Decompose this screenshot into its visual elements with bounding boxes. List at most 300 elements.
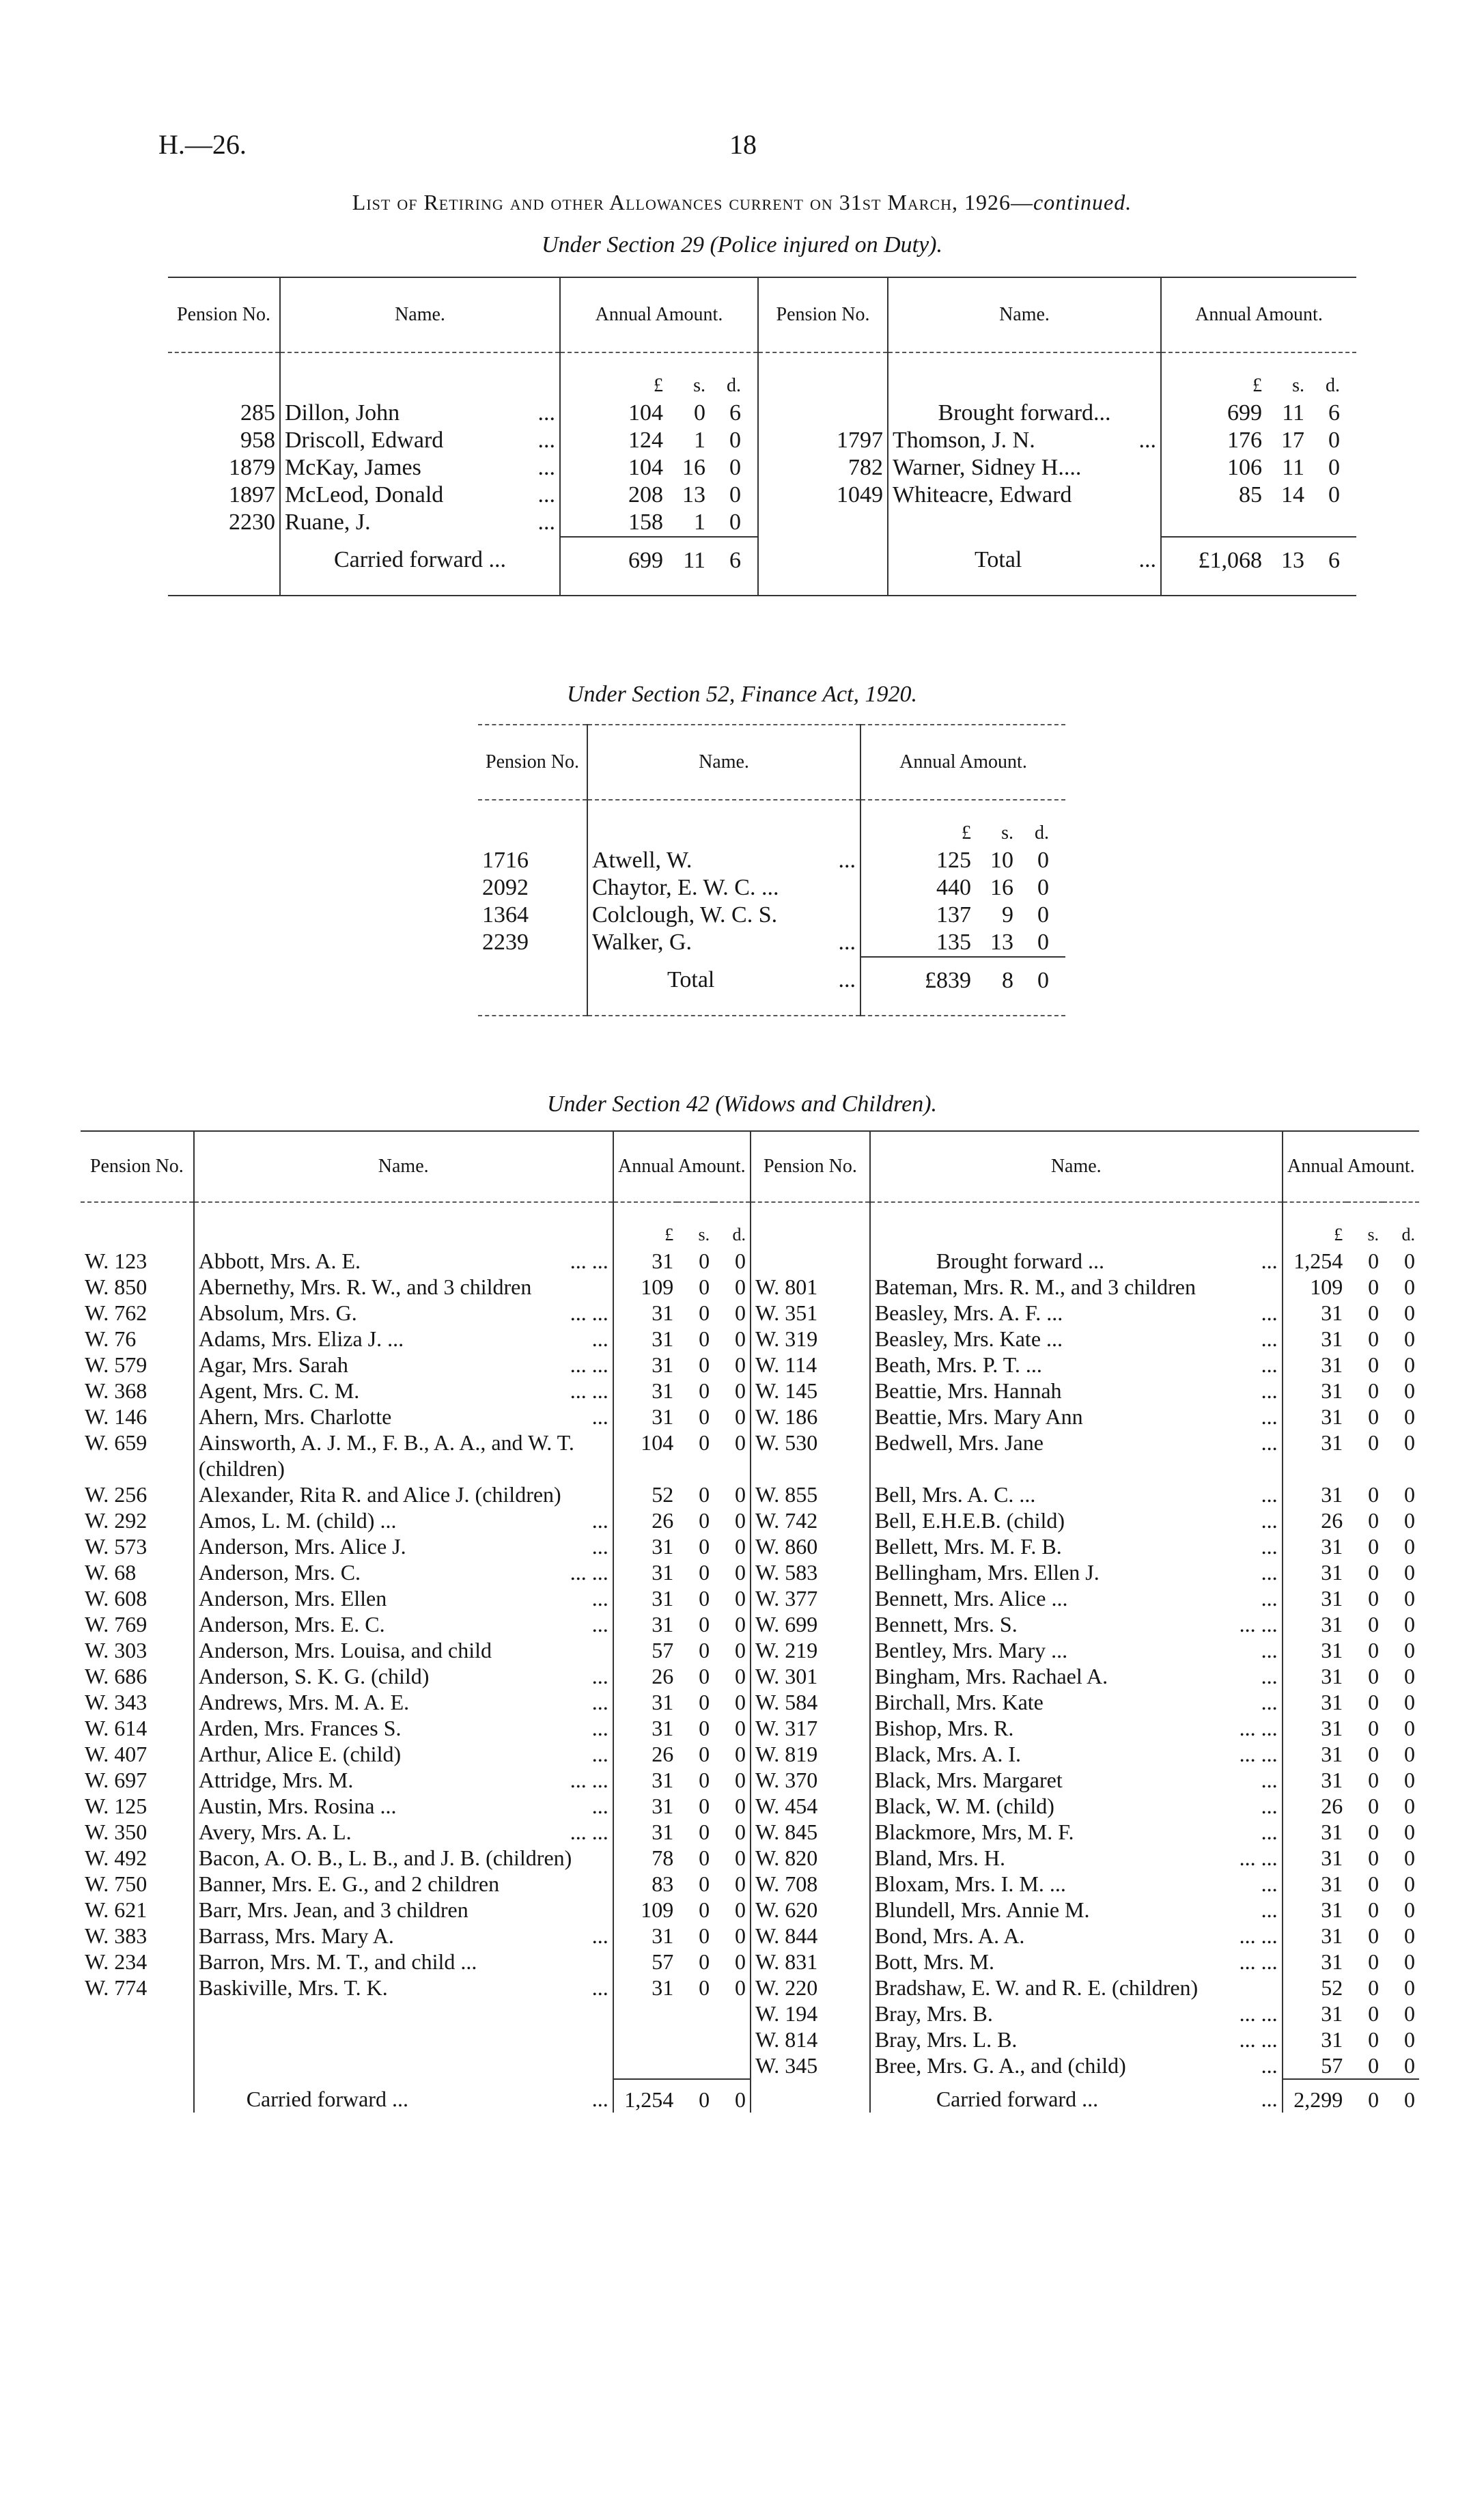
amount-pence: 0 bbox=[714, 1585, 751, 1611]
blank-cell bbox=[194, 1216, 613, 1248]
amount-pence: 0 bbox=[714, 1326, 751, 1352]
name-text: Austin, Mrs. Rosina ... bbox=[198, 1794, 397, 1818]
amount-pounds: 135 bbox=[936, 930, 971, 955]
annual-amount bbox=[1161, 400, 1356, 427]
pension-no: W. 831 bbox=[751, 1949, 870, 1975]
amount-shillings: 0 bbox=[699, 1923, 710, 1948]
blank-cell bbox=[714, 2001, 751, 2027]
amount-pence: 0 bbox=[1037, 930, 1049, 955]
leader-dots: ... ... bbox=[1239, 1612, 1278, 1637]
pension-no: W. 579 bbox=[81, 1352, 194, 1378]
amount-pence: 0 bbox=[714, 1897, 751, 1923]
total-text: Total bbox=[667, 967, 715, 992]
amount-pence: 0 bbox=[714, 1352, 751, 1378]
annual-amount bbox=[560, 427, 758, 454]
amount-shillings: 0 bbox=[1368, 1430, 1380, 1455]
brought-forward-text: Brought forward ... bbox=[936, 1249, 1104, 1273]
leader-dots: ... bbox=[1261, 1508, 1278, 1533]
amount-pence: 0 bbox=[729, 428, 741, 453]
unit-pence: d. bbox=[1035, 822, 1049, 844]
amount-pence: 0 bbox=[714, 1533, 751, 1559]
amount-pounds: 26 bbox=[652, 1742, 674, 1766]
name-text: Baskiville, Mrs. T. K. bbox=[198, 1975, 388, 2000]
amount-pence: 0 bbox=[1404, 1378, 1415, 1403]
name-text: Bingham, Mrs. Rachael A. bbox=[874, 1664, 1108, 1688]
pension-no: W. 351 bbox=[751, 1300, 870, 1326]
name-text: Agar, Mrs. Sarah bbox=[198, 1352, 348, 1377]
amount-shillings: 0 bbox=[699, 1352, 710, 1377]
unit-pounds: £ bbox=[654, 375, 663, 396]
pensioner-name bbox=[870, 1845, 1283, 1871]
amount-pence: 0 bbox=[1328, 455, 1340, 480]
table-row bbox=[81, 1637, 1419, 1663]
pensioner-name bbox=[194, 1559, 613, 1585]
blank-cell bbox=[888, 588, 1161, 596]
amount-pence: 0 bbox=[1404, 1352, 1415, 1377]
leader-dots: ... bbox=[591, 2087, 608, 2111]
section-42-table bbox=[81, 1130, 1419, 2113]
amount-shillings: 11 bbox=[1282, 400, 1304, 426]
name-text: Beasley, Mrs. Kate ... bbox=[874, 1326, 1063, 1351]
pension-no: W. 407 bbox=[81, 1741, 194, 1767]
leader-dots: ... bbox=[537, 400, 555, 426]
amount-pence: 0 bbox=[1037, 902, 1049, 928]
amount-shillings: 0 bbox=[699, 1794, 710, 1818]
leader-dots: ... bbox=[591, 1664, 608, 1688]
amount-pounds: 31 bbox=[1321, 1586, 1343, 1611]
name-text: Banner, Mrs. E. G., and 2 children bbox=[198, 1871, 500, 1896]
leader-dots: ... bbox=[591, 1975, 608, 2000]
pension-no: W. 145 bbox=[751, 1378, 870, 1404]
leader-dots: ... bbox=[1261, 1352, 1278, 1377]
header-amount: Annual Amount. bbox=[613, 1131, 751, 1202]
amount-pounds: 31 bbox=[1321, 1560, 1343, 1585]
pensioner-name bbox=[870, 1559, 1283, 1585]
pensioner-name bbox=[194, 1585, 613, 1611]
pensioner-name bbox=[194, 1819, 613, 1845]
table-row bbox=[81, 1430, 1419, 1481]
table-row bbox=[478, 902, 1065, 929]
pension-no: W. 762 bbox=[81, 1300, 194, 1326]
name-text: Bond, Mrs. A. A. bbox=[874, 1923, 1025, 1948]
pension-no: W. 573 bbox=[81, 1533, 194, 1559]
pensioner-name bbox=[280, 400, 560, 427]
amount-pence: 0 bbox=[1404, 1404, 1415, 1429]
leader-dots: ... ... bbox=[1239, 2001, 1278, 2026]
pensioner-name bbox=[194, 1507, 613, 1533]
blank-cell bbox=[168, 367, 280, 400]
amount-pence: 0 bbox=[1404, 1430, 1415, 1455]
amount-pounds: 83 bbox=[652, 1871, 674, 1896]
amount-pence: 0 bbox=[1404, 1664, 1415, 1688]
header-amount: Annual Amount. bbox=[560, 277, 758, 352]
amount-shillings: 0 bbox=[699, 1897, 710, 1922]
name-text: Ruane, J. bbox=[285, 510, 371, 535]
unit-shillings: s. bbox=[698, 1225, 710, 1244]
annual-amount bbox=[1161, 454, 1356, 482]
name-text: Warner, Sidney H.... bbox=[893, 455, 1082, 480]
blank-cell bbox=[194, 2027, 613, 2052]
leader-dots: ... bbox=[1138, 547, 1156, 572]
blank-cell bbox=[168, 537, 280, 588]
leader-dots: ... bbox=[591, 1716, 608, 1740]
blank-cell bbox=[751, 1216, 870, 1248]
pension-no: W. 234 bbox=[81, 1949, 194, 1975]
pension-no: 1879 bbox=[168, 454, 280, 482]
leader-dots: ... bbox=[1261, 1897, 1278, 1922]
amount-shillings: 0 bbox=[1368, 1352, 1380, 1377]
page-title bbox=[0, 190, 1484, 215]
unit-shillings: s. bbox=[1001, 822, 1013, 844]
pension-no: W. 125 bbox=[81, 1793, 194, 1819]
amount-pence: 0 bbox=[714, 1611, 751, 1637]
pension-no: W. 68 bbox=[81, 1559, 194, 1585]
table-row bbox=[81, 1871, 1419, 1897]
pensioner-name bbox=[194, 1663, 613, 1689]
amount-pounds: 440 bbox=[936, 875, 971, 900]
amount-shillings: 0 bbox=[1368, 1560, 1380, 1585]
pension-no: W. 301 bbox=[751, 1663, 870, 1689]
leader-dots: ... bbox=[591, 1923, 608, 1948]
blank-cell bbox=[1283, 1202, 1347, 1216]
name-text: Anderson, Mrs. Ellen bbox=[198, 1586, 387, 1611]
name-text: Bray, Mrs. B. bbox=[874, 2001, 993, 2026]
amount-pence: 0 bbox=[714, 1741, 751, 1767]
amount-shillings: 0 bbox=[1368, 1897, 1380, 1922]
pensioner-name bbox=[194, 1845, 613, 1871]
amount-pounds: 78 bbox=[652, 1846, 674, 1870]
pensioner-name bbox=[194, 1352, 613, 1378]
blank-cell bbox=[194, 2052, 613, 2079]
leader-dots: ... bbox=[838, 930, 856, 955]
amount-pounds: 31 bbox=[1321, 1638, 1343, 1662]
unit-shillings: s. bbox=[1367, 1225, 1380, 1244]
amount-pence: 0 bbox=[714, 1481, 751, 1507]
amount-shillings: 1 bbox=[694, 510, 705, 535]
pension-no: W. 303 bbox=[81, 1637, 194, 1663]
name-text: Attridge, Mrs. M. bbox=[198, 1768, 354, 1792]
pensioner-name bbox=[870, 2052, 1283, 2079]
annual-amount bbox=[560, 400, 758, 427]
pension-no: W. 814 bbox=[751, 2027, 870, 2052]
pensioner-name bbox=[870, 1585, 1283, 1611]
amount-pounds: 31 bbox=[1321, 2001, 1343, 2026]
amount-pence: 0 bbox=[714, 1715, 751, 1741]
amount-pounds: 31 bbox=[1321, 2027, 1343, 2052]
amount-pounds: 104 bbox=[628, 400, 663, 426]
amount-pence: 0 bbox=[1404, 1794, 1415, 1818]
pensioner-name bbox=[870, 1430, 1283, 1481]
carried-forward-text: Carried forward ... bbox=[936, 2087, 1099, 2111]
name-text: Arden, Mrs. Frances S. bbox=[198, 1716, 402, 1740]
amount-shillings: 0 bbox=[699, 1378, 710, 1403]
pension-no: W. 256 bbox=[81, 1481, 194, 1507]
pension-no: 2092 bbox=[478, 874, 587, 902]
pensioner-name bbox=[194, 1871, 613, 1897]
pensioner-name bbox=[870, 1715, 1283, 1741]
amount-shillings: 0 bbox=[1368, 1820, 1380, 1844]
name-text: Barr, Mrs. Jean, and 3 children bbox=[198, 1897, 468, 1922]
table-row bbox=[81, 1533, 1419, 1559]
table-row bbox=[81, 1975, 1419, 2001]
leader-dots: ... ... bbox=[1239, 1923, 1278, 1948]
amount-shillings: 0 bbox=[699, 1404, 710, 1429]
blank-cell bbox=[613, 1202, 678, 1216]
blank-cell bbox=[280, 352, 560, 367]
amount-pounds: 31 bbox=[1321, 1820, 1343, 1844]
units-row bbox=[168, 367, 1356, 400]
amount-pence: 0 bbox=[1404, 1560, 1415, 1585]
blank-cell bbox=[81, 2079, 194, 2113]
amount-shillings: 1 bbox=[694, 428, 705, 453]
amount-shillings: 0 bbox=[699, 1690, 710, 1714]
pension-no: W. 123 bbox=[81, 1248, 194, 1274]
leader-dots: ... ... bbox=[570, 1249, 608, 1273]
leader-dots: ... bbox=[1261, 1404, 1278, 1429]
leader-dots: ... ... bbox=[570, 1820, 608, 1844]
rule-row bbox=[168, 352, 1356, 367]
pension-no: W. 186 bbox=[751, 1404, 870, 1430]
annual-amount bbox=[860, 902, 1065, 929]
amount-pence: 0 bbox=[1404, 2001, 1415, 2026]
pensioner-name bbox=[587, 902, 860, 929]
table-row bbox=[81, 1793, 1419, 1819]
pensioner-name bbox=[194, 1637, 613, 1663]
pension-no: W. 686 bbox=[81, 1663, 194, 1689]
pension-no: W. 855 bbox=[751, 1481, 870, 1507]
amount-shillings: 0 bbox=[694, 400, 705, 426]
leader-dots: ... ... bbox=[570, 1560, 608, 1585]
pensioner-name bbox=[870, 1611, 1283, 1637]
leader-dots: ... bbox=[1261, 1534, 1278, 1559]
amount-shillings: 13 bbox=[990, 930, 1013, 955]
pensioner-name bbox=[870, 1637, 1283, 1663]
table-row bbox=[81, 1352, 1419, 1378]
blank-cell bbox=[194, 2001, 613, 2027]
pension-no: W. 774 bbox=[81, 1975, 194, 2001]
header-name: Name. bbox=[870, 1131, 1283, 1202]
name-text: Alexander, Rita R. and Alice J. (children) bbox=[198, 1482, 561, 1507]
table-row bbox=[81, 1585, 1419, 1611]
pensioner-name bbox=[194, 1715, 613, 1741]
leader-dots: ... bbox=[537, 428, 555, 453]
amount-pence: 0 bbox=[1404, 1326, 1415, 1351]
amount-shillings: 0 bbox=[699, 1612, 710, 1637]
name-text: Bell, E.H.E.B. (child) bbox=[874, 1508, 1065, 1533]
amount-pounds: 31 bbox=[652, 1612, 674, 1637]
pensioner-name bbox=[194, 1300, 613, 1326]
section-42-caption: Under Section 42 (Widows and Children). bbox=[546, 1091, 938, 1117]
leader-dots: ... ... bbox=[570, 1768, 608, 1792]
blank-cell bbox=[478, 814, 587, 847]
pension-no: 285 bbox=[168, 400, 280, 427]
amount-pence: 0 bbox=[1404, 1586, 1415, 1611]
blank-cell bbox=[280, 367, 560, 400]
amount-pence: 0 bbox=[714, 1378, 751, 1404]
leader-dots: ... bbox=[1261, 1430, 1278, 1455]
amount-pence: 0 bbox=[714, 1689, 751, 1715]
amount-pounds: 31 bbox=[1321, 1378, 1343, 1403]
amount-pence: 0 bbox=[1383, 2079, 1419, 2113]
amount-shillings: 0 bbox=[699, 1300, 710, 1325]
amount-shillings: 0 bbox=[1368, 1794, 1380, 1818]
leader-dots: ... bbox=[1261, 1794, 1278, 1818]
pension-no: W. 492 bbox=[81, 1845, 194, 1871]
amount-shillings: 11 bbox=[1282, 455, 1304, 480]
header-name: Name. bbox=[587, 725, 860, 800]
blank-cell bbox=[81, 2001, 194, 2027]
amount-pence: 0 bbox=[1404, 2027, 1415, 2052]
name-text: Bentley, Mrs. Mary ... bbox=[874, 1638, 1068, 1662]
pension-no: W. 76 bbox=[81, 1326, 194, 1352]
pensioner-name bbox=[870, 1975, 1283, 2001]
blank-cell bbox=[751, 1248, 870, 1274]
amount-shillings: 0 bbox=[1368, 2027, 1380, 2052]
name-text: Walker, G. bbox=[592, 930, 692, 955]
leader-dots: ... bbox=[1261, 1664, 1278, 1688]
leader-dots: ... bbox=[1261, 2087, 1278, 2111]
table-row bbox=[81, 1923, 1419, 1949]
name-text: Amos, L. M. (child) ... bbox=[198, 1508, 397, 1533]
amount-pounds: 31 bbox=[652, 1249, 674, 1273]
pension-no: W. 608 bbox=[81, 1585, 194, 1611]
pensioner-name bbox=[870, 1352, 1283, 1378]
unit-pounds: £ bbox=[962, 822, 971, 844]
name-text: Bellett, Mrs. M. F. B. bbox=[874, 1534, 1062, 1559]
pensioner-name bbox=[194, 1975, 613, 2001]
name-text: Bree, Mrs. G. A., and (child) bbox=[874, 2053, 1126, 2078]
name-text: Thomson, J. N. bbox=[893, 428, 1035, 453]
table-row bbox=[81, 1663, 1419, 1689]
amount-shillings: 0 bbox=[699, 1560, 710, 1585]
name-text: Beasley, Mrs. A. F. ... bbox=[874, 1300, 1063, 1325]
blank-cell bbox=[860, 800, 1065, 814]
name-text: Anderson, Mrs. Alice J. bbox=[198, 1534, 406, 1559]
unit-pence: d. bbox=[1401, 1225, 1415, 1244]
pension-no: W. 370 bbox=[751, 1767, 870, 1793]
pension-no: W. 742 bbox=[751, 1507, 870, 1533]
blank-cell bbox=[81, 1216, 194, 1248]
leader-dots: ... bbox=[838, 848, 856, 873]
pensioner-name bbox=[194, 1274, 613, 1300]
amount-shillings: 0 bbox=[699, 1768, 710, 1792]
table-row bbox=[81, 1326, 1419, 1352]
pension-no: W. 620 bbox=[751, 1897, 870, 1923]
amount-pence: 0 bbox=[714, 1430, 751, 1481]
amount-shillings: 0 bbox=[1368, 2001, 1380, 2026]
pension-no: W. 146 bbox=[81, 1404, 194, 1430]
pension-no: W. 850 bbox=[81, 1274, 194, 1300]
pensioner-name bbox=[888, 427, 1161, 454]
blank-cell bbox=[1161, 509, 1356, 537]
amount-shillings: 0 bbox=[1368, 2053, 1380, 2078]
unit-pounds: £ bbox=[1334, 1225, 1343, 1244]
table-row bbox=[168, 454, 1356, 482]
amount-pounds: 31 bbox=[652, 1794, 674, 1818]
amount-pounds: £839 bbox=[925, 968, 971, 993]
name-text: Colclough, W. C. S. bbox=[592, 902, 778, 928]
leader-dots: ... ... bbox=[1239, 1949, 1278, 1974]
annual-amount bbox=[860, 847, 1065, 874]
amount-pence: 0 bbox=[729, 455, 741, 480]
amount-pounds: 31 bbox=[1321, 1846, 1343, 1870]
amount-pence: 0 bbox=[1404, 1897, 1415, 1922]
leader-dots: ... ... bbox=[1239, 1716, 1278, 1740]
amount-shillings: 0 bbox=[1368, 1716, 1380, 1740]
amount-pence: 6 bbox=[1328, 548, 1340, 573]
leader-dots: ... bbox=[1261, 2053, 1278, 2078]
annual-amount bbox=[560, 482, 758, 509]
amount-pounds: 31 bbox=[1321, 1768, 1343, 1792]
amount-pence: 0 bbox=[714, 1793, 751, 1819]
blank-cell bbox=[1347, 1202, 1383, 1216]
pensioner-name bbox=[194, 1611, 613, 1637]
blank-cell bbox=[560, 588, 758, 596]
amount-pounds: 26 bbox=[1321, 1508, 1343, 1533]
pension-no: W. 319 bbox=[751, 1326, 870, 1352]
amount-shillings: 9 bbox=[1002, 902, 1013, 928]
blank-cell bbox=[1383, 1202, 1419, 1216]
amount-pounds: 106 bbox=[1227, 455, 1262, 480]
amount-shillings: 0 bbox=[1368, 1690, 1380, 1714]
blank-cell bbox=[587, 800, 860, 814]
amount-shillings: 0 bbox=[1368, 1326, 1380, 1351]
amount-shillings: 10 bbox=[990, 848, 1013, 873]
name-text: Barrass, Mrs. Mary A. bbox=[198, 1923, 394, 1948]
amount-pounds: 31 bbox=[1321, 1897, 1343, 1922]
pension-no: W. 860 bbox=[751, 1533, 870, 1559]
pensioner-name bbox=[587, 929, 860, 957]
table-row bbox=[81, 1248, 1419, 1274]
leader-dots: ... ... bbox=[570, 1352, 608, 1377]
name-text: Blundell, Mrs. Annie M. bbox=[874, 1897, 1090, 1922]
pensioner-name bbox=[870, 1897, 1283, 1923]
leader-dots: ... bbox=[1261, 1820, 1278, 1844]
amount-pounds: 109 bbox=[641, 1275, 674, 1299]
section-52-body bbox=[478, 800, 1065, 1016]
blank-cell bbox=[888, 367, 1161, 400]
total-label bbox=[587, 957, 860, 1016]
table-row bbox=[81, 1481, 1419, 1507]
annual-amount bbox=[560, 367, 758, 400]
leader-dots: ... bbox=[1261, 1249, 1278, 1273]
table-row bbox=[81, 1897, 1419, 1923]
pension-no: W. 317 bbox=[751, 1715, 870, 1741]
amount-pence: 0 bbox=[714, 1663, 751, 1689]
amount-pence: 0 bbox=[714, 1923, 751, 1949]
amount-pence: 0 bbox=[1404, 1508, 1415, 1533]
amount-pounds: 31 bbox=[1321, 1300, 1343, 1325]
total-text: Total bbox=[975, 547, 1022, 572]
annual-amount bbox=[1161, 482, 1356, 509]
leader-dots: ... bbox=[591, 1326, 608, 1351]
pension-no: 1897 bbox=[168, 482, 280, 509]
amount-pence: 0 bbox=[1404, 1820, 1415, 1844]
amount-pence: 0 bbox=[714, 2079, 751, 2113]
table-row bbox=[478, 929, 1065, 957]
amount-pence: 0 bbox=[1404, 1534, 1415, 1559]
header-name: Name. bbox=[280, 277, 560, 352]
name-text: Beath, Mrs. P. T. ... bbox=[874, 1352, 1042, 1377]
leader-dots: ... bbox=[1261, 1482, 1278, 1507]
amount-pounds: 137 bbox=[936, 902, 971, 928]
amount-pounds: 699 bbox=[628, 548, 663, 573]
amount-pounds: 31 bbox=[1321, 1534, 1343, 1559]
header-amount: Annual Amount. bbox=[1287, 1156, 1415, 1177]
amount-shillings: 0 bbox=[1368, 1871, 1380, 1896]
amount-shillings: 0 bbox=[699, 1664, 710, 1688]
amount-shillings: 0 bbox=[1368, 1482, 1380, 1507]
